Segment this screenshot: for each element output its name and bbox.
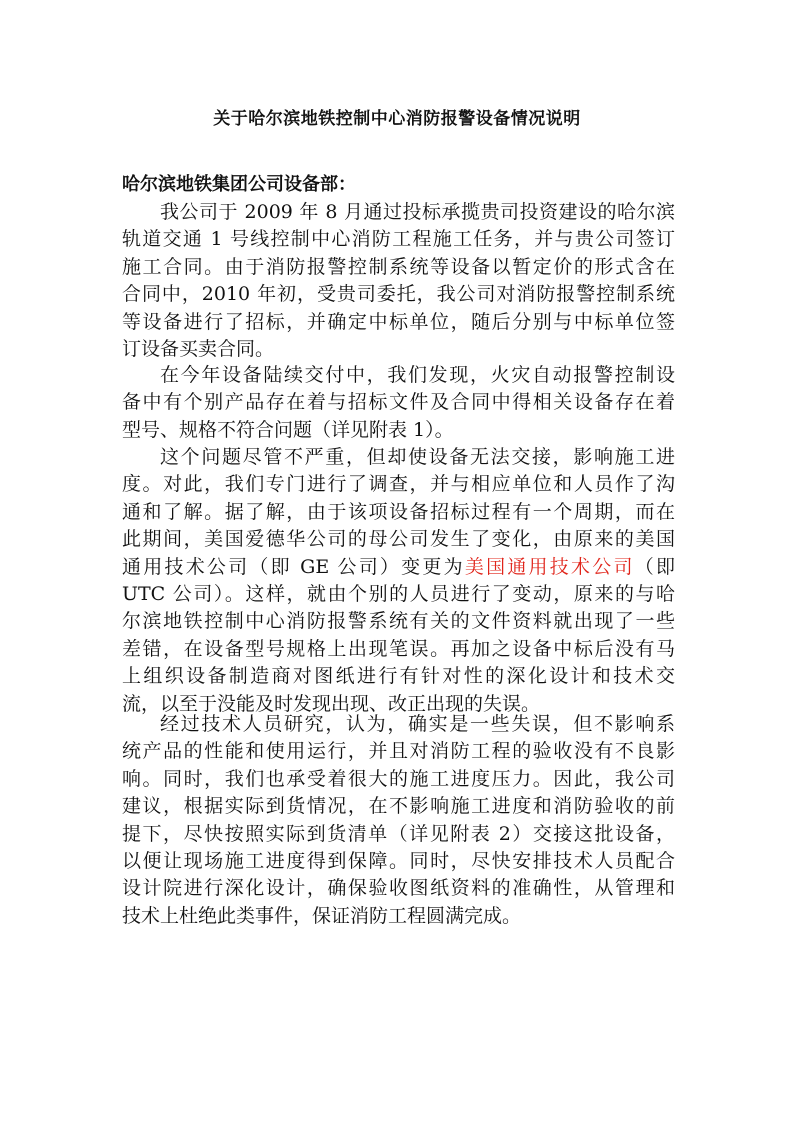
paragraph-line: 经过技术人员研究，认为，确实是一些失误，但不影响系 (160, 713, 675, 735)
paragraph-1 (122, 199, 675, 363)
paragraph-line: UTC 公司）。这样，就由个别的人员进行了变动，原来的与哈 (122, 583, 675, 606)
paragraph-line: 度。对此，我们专门进行了调查，并与相应单位和人员作了沟 (122, 473, 675, 496)
paragraph-line: 我公司于 2009 年 8 月通过投标承揽贵司投资建设的哈尔滨 (160, 201, 675, 223)
paragraph-line: 差错，在设备型号规格上出现笔误。再加之设备中标后没有马 (122, 637, 675, 660)
paragraph-line: 此期间，美国爱德华公司的母公司发生了变化，由原来的美国 (122, 528, 675, 551)
paragraph-line: 合同中，2010 年初，受贵司委托，我公司对消防报警控制系统 (122, 283, 675, 306)
paragraph-line: 这个问题尽管不严重，但却使设备无法交接，影响施工进 (160, 446, 675, 468)
paragraph-3 (122, 444, 675, 718)
paragraph-line: 设计院进行深化设计，确保验收图纸资料的准确性，从管理和 (122, 877, 675, 900)
paragraph-line: 备中有个别产品存在着与招标文件及合同中得相关设备存在着 (122, 391, 675, 414)
paragraph-line: 响。同时，我们也承受着很大的施工进度压力。因此，我公司 (122, 767, 675, 790)
paragraph-line: 型号、规格不符合问题（详见附表 1）。 (122, 418, 454, 441)
paragraph-line: 建议，根据实际到货情况，在不影响施工进度和消防验收的前 (122, 795, 675, 818)
line-text-before: 通用技术公司（即 GE 公司）变更为 (122, 555, 465, 578)
paragraph-line: 上组织设备制造商对图纸进行有针对性的深化设计和技术交 (122, 665, 675, 688)
paragraph-line: 尔滨地铁控制中心消防报警系统有关的文件资料就出现了一些 (122, 610, 675, 633)
paragraph-line: 轨道交通 1 号线控制中心消防工程施工任务，并与贵公司签订 (122, 228, 675, 251)
paragraph-line: 等设备进行了招标，并确定中标单位，随后分别与中标单位签 (122, 310, 675, 333)
paragraph-line: 流，以至于没能及时发现出现、改正出现的失误。 (122, 692, 541, 715)
paragraph-line: 提下，尽快按照实际到货清单（详见附表 2）交接这批设备， (122, 822, 675, 845)
salutation: 哈尔滨地铁集团公司设备部： (122, 174, 356, 195)
paragraph-line: 以便让现场施工进度得到保障。同时，尽快安排技术人员配合 (122, 850, 675, 873)
paragraph-line: 在今年设备陆续交付中，我们发现，火灾自动报警控制设 (160, 364, 675, 386)
paragraph-line: 施工合同。由于消防报警控制系统等设备以暂定价的形式含在 (122, 255, 675, 278)
paragraph-2 (122, 362, 675, 444)
paragraph-line: 技术上杜绝此类事件，保证消防工程圆满完成。 (122, 904, 522, 927)
paragraph-line: 通和了解。据了解，由于该项设备招标过程有一个周期，而在 (122, 500, 675, 523)
line-text-after: （即 (634, 555, 675, 578)
paragraph-line-with-highlight (122, 554, 675, 581)
paragraph-line: 订设备买卖合同。 (122, 338, 275, 361)
highlighted-company-name: 美国通用技术公司 (464, 555, 635, 578)
paragraph-4 (122, 711, 675, 930)
paragraph-line: 统产品的性能和使用运行，并且对消防工程的验收没有不良影 (122, 740, 675, 763)
document-title: 关于哈尔滨地铁控制中心消防报警设备情况说明 (213, 109, 581, 129)
